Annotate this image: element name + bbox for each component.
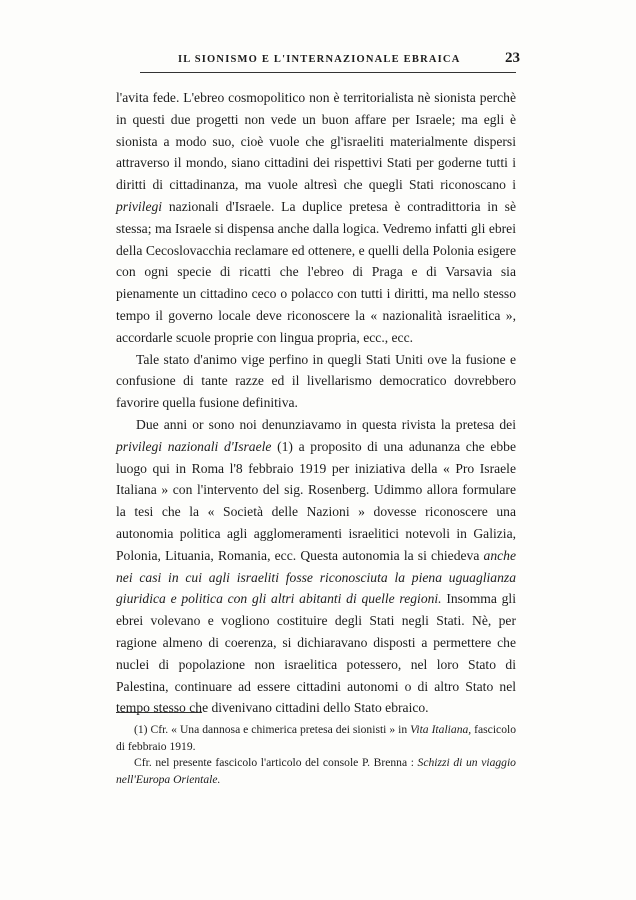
italic-segment: privilegi nazionali d'Israele: [116, 438, 272, 454]
text-segment: Insomma gli ebrei volevano e vogliono costituire degli Stati negli Stati. Nè, per ragione almeno di coerenza, si dichiaravano disposti a permettere che nuclei di popolazione non israelitica potessero, nel loro Stato di Palestina, continuare ad essere cittadini autonomi o di altro Stato nel tempo stesso che divenivano cittadini dello Stato ebraico.: [116, 591, 516, 716]
text-segment: l'avita fede. L'ebreo cosmopolitico non è territorialista nè sionista perchè in questi due progetti non vede un buon affare per Israele; ma egli è sionista a modo suo, cioè vuole che gl'israeliti materialmente dispersi attraverso il mondo, siano cittadini dei rispettivi Stati per goderne tutti i diritti di cittadinanza, ma vuole altresì che quegli Stati riconoscano i: [116, 90, 516, 193]
italic-segment: privilegi: [116, 198, 163, 214]
italic-segment: Vita Italiana,: [410, 723, 472, 736]
footnote-1: [116, 722, 516, 755]
paragraph-1: [116, 87, 516, 349]
paragraph-2: [116, 349, 516, 414]
text-segment: (1) Cfr. « Una dannosa e chimerica pretesa dei sionisti » in: [134, 723, 411, 736]
text-segment: nazionali d'Israele. La duplice pretesa è contradittoria in sè stessa; ma Israele si dispensa anche dalla logica. Vedremo infatti gli ebrei della Cecoslovacchia reclamare ed ottenere, e quelli della Polonia esigere con ogni specie di ricatti che l'ebreo di Praga e di Varsavia sia pienamente un cittadino ceco o polacco con tutti i diritti, ma nello stesso tempo il governo locale deve riconoscere la « nazionalità israelitica », accordarle scuole proprie con lingua propria, ecc., ecc.: [116, 198, 516, 345]
text-segment: Due anni or sono noi denunziavamo in questa rivista la pretesa dei: [136, 416, 516, 432]
text-segment: Tale stato d'animo vige perfino in quegli Stati Uniti ove la fusione e confusione di tante razze ed il livellarismo democratico dovrebbero favorire quella fusione definitiva.: [116, 351, 516, 411]
body-text: [116, 87, 516, 719]
paragraph-3: [116, 414, 516, 719]
italic-segment: Schizzi di un viaggio nell'Europa Orientale.: [116, 756, 516, 786]
text-segment: fascicolo di febbraio 1919.: [116, 723, 517, 753]
page-number: 23: [505, 50, 520, 66]
running-title: IL SIONISMO E L'INTERNAZIONALE EBRAICA: [178, 54, 461, 65]
page-header: [140, 50, 520, 73]
footnotes: [116, 722, 516, 788]
footnote-2: [116, 755, 516, 788]
footnote-divider: [116, 712, 202, 713]
text-segment: Cfr. nel presente fascicolo l'articolo del console P. Brenna :: [134, 756, 418, 770]
text-segment: (1) a proposito di una adunanza che ebbe luogo qui in Roma l'8 febbraio 1919 per iniziativa della « Pro Israele Italiana » con l'intervento del sig. Rosenberg. Udimmo allora formulare la tesi che la « Società delle Nazioni » dovesse riconoscere una autonomia politica agli agglomeramenti israelitici notevoli in Galizia, Polonia, Lituania, Romania, ecc. Questa autonomia la si chiedeva: [116, 438, 516, 563]
italic-segment: anche nei casi in cui agli israeliti fosse riconosciuta la piena uguaglianza giuridica e politica con gli altri abitanti di quelle regioni.: [116, 547, 516, 607]
